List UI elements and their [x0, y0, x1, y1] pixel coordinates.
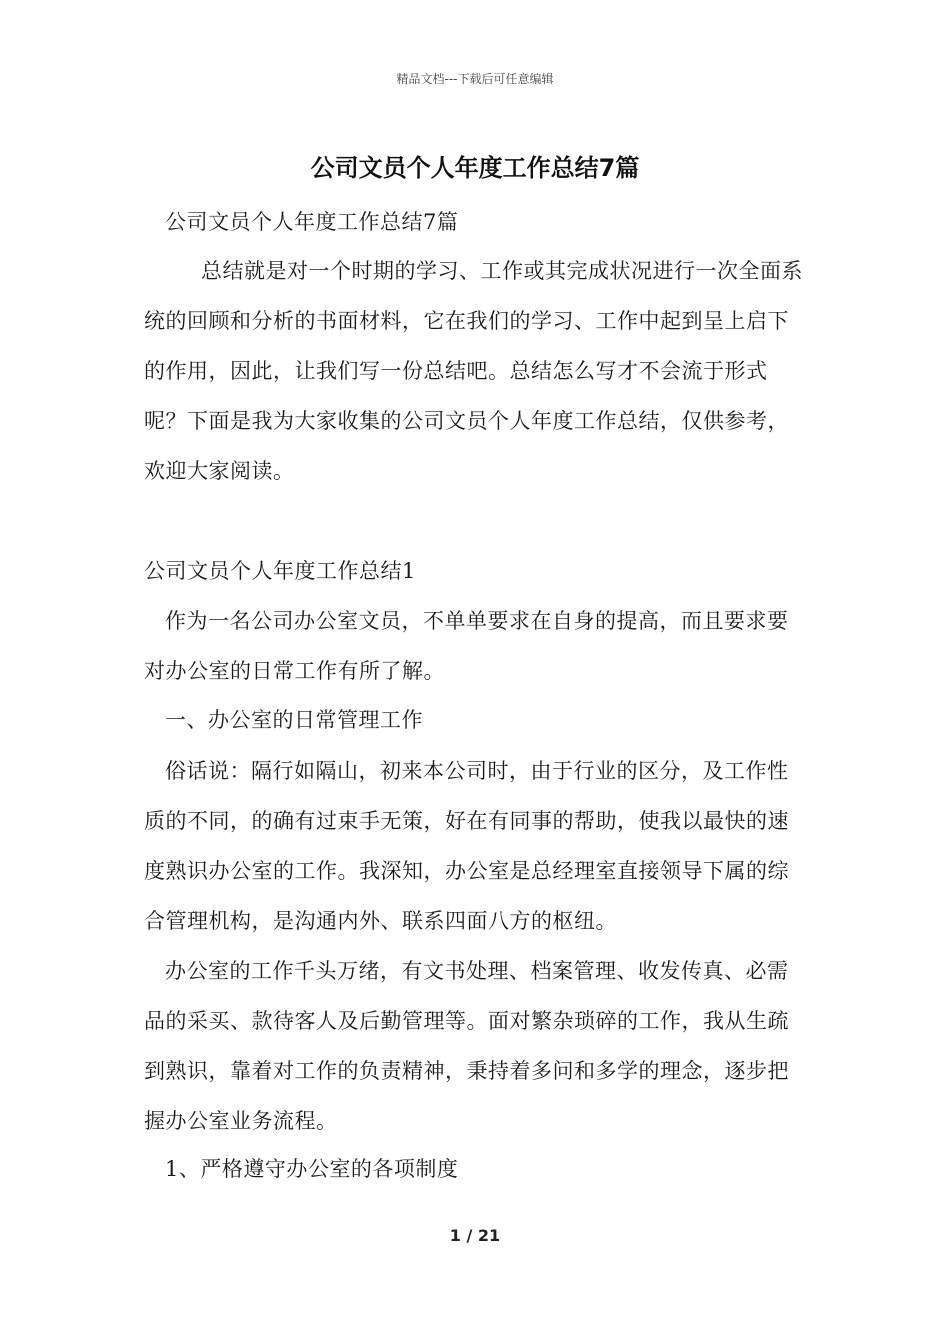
document-title: 公司文员个人年度工作总结7篇: [310, 154, 640, 182]
intro-paragraph: 总结就是对一个时期的学习、工作或其完成状况进行一次全面系统的回顾和分析的书面材料，它在我们的学习、工作中起到呈上启下的作用，因此，让我们写一份总结吧。总结怎么写才不会流于形式呢？下面是我为大家收集的公司文员个人年度工作总结，仅供参考，欢迎大家阅读。: [144, 259, 803, 483]
body-paragraph: 作为一名公司办公室文员，不单单要求在自身的提高，而且要求要对办公室的日常工作有所了解。: [144, 609, 789, 683]
subtitle-paragraph: 公司文员个人年度工作总结7篇: [165, 210, 459, 234]
section-heading: 公司文员个人年度工作总结1: [144, 559, 416, 583]
body-paragraph: 办公室的工作千头万绪，有文书处理、档案管理、收发传真、必需品的采买、款待客人及后勤管理等。面对繁杂琐碎的工作，我从生疏到熟识，靠着对工作的负责精神，秉持着多问和多学的理念，逐步把握办公室业务流程。: [144, 959, 789, 1133]
header-note: 精品文档---下载后可任意编辑: [396, 72, 554, 86]
subsection-heading: 一、办公室的日常管理工作: [165, 708, 423, 732]
page-number: 1 / 21: [449, 1226, 501, 1245]
numbered-heading: 1、严格遵守办公室的各项制度: [165, 1157, 459, 1181]
body-paragraph: 俗话说：隔行如隔山，初来本公司时，由于行业的区分，及工作性质的不同，的确有过束手无策，好在有同事的帮助，使我以最快的速度熟识办公室的工作。我深知，办公室是总经理室直接领导下属的综合管理机构，是沟通内外、联系四面八方的枢纽。: [144, 759, 789, 933]
